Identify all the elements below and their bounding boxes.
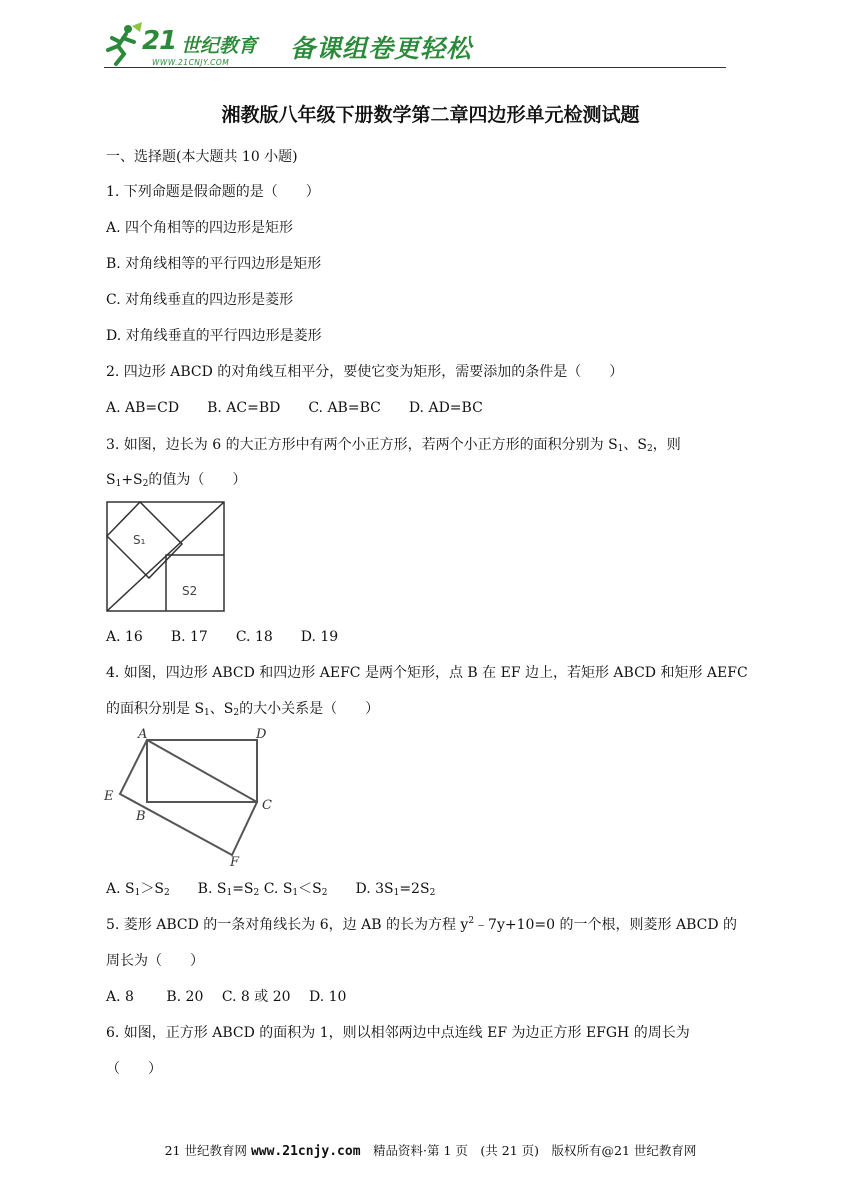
logo-name: 世纪教育 xyxy=(181,35,258,57)
q1-stem: 1. 下列命题是假命题的是（ ） xyxy=(106,184,320,200)
q3-label-s1: S₁ xyxy=(133,533,146,547)
q4-rectangles-figure xyxy=(102,722,282,870)
page-footer: 21 世纪教育网 www.21cnjy.com 精品资料·第 1 页 (共 21 页) 版权所有@21 世纪教育网 xyxy=(164,1143,697,1159)
q4-stem-line2: 的面积分别是 $S_1$、$S_2$的大小关系是（ ） xyxy=(106,701,380,718)
page-header xyxy=(104,22,726,72)
q5-options: A. 8 B. 20 C. 8 或 20 D. 10 xyxy=(106,989,347,1005)
q4-label-e: E xyxy=(104,789,114,804)
q3-label-s2: S2 xyxy=(182,584,198,598)
header-slogan: 备课组卷更轻松 xyxy=(290,34,473,63)
logo-number: 21 xyxy=(142,26,177,56)
q2-options: A. AB=CD B. AC=BD C. AB=BC D. AD=BC xyxy=(106,400,483,416)
q4-label-a: A xyxy=(138,727,148,742)
q5-stem-line2: 周长为（ ） xyxy=(106,953,204,969)
q4-label-d: D xyxy=(256,727,267,742)
q4-label-b: B xyxy=(136,809,146,824)
runner-logo-icon xyxy=(104,22,144,68)
q1-option-b: B. 对角线相等的平行四边形是矩形 xyxy=(106,256,322,272)
q4-stem: 4. 如图，四边形 ABCD 和四边形 AEFC 是两个矩形，点 B 在 EF 边上，若矩形 ABCD 和矩形 AEFC xyxy=(106,665,748,681)
footer-url[interactable]: www.21cnjy.com xyxy=(250,1144,361,1159)
section-heading: 一、选择题(本大题共 10 小题) xyxy=(106,149,298,165)
q3-options: A. 16 B. 17 C. 18 D. 19 xyxy=(106,629,339,645)
q3-stem-line2: $S_1+S_2$的值为（ ） xyxy=(106,472,247,489)
q2-stem: 2. 四边形 ABCD 的对角线互相平分，要使它变为矩形，需要添加的条件是（ ） xyxy=(106,364,624,380)
q6-stem-line2: （ ） xyxy=(106,1061,162,1077)
q4-label-f: F xyxy=(230,855,240,870)
header-divider xyxy=(104,67,726,68)
q1-option-d: D. 对角线垂直的平行四边形是菱形 xyxy=(106,328,322,344)
q5-stem: 5. 菱形 ABCD 的一条对角线长为 6，边 AB 的长为方程 $y^2﹣7y+10=0$ 的一个根，则菱形 ABCD 的 xyxy=(106,916,738,933)
q4-label-c: C xyxy=(262,798,272,813)
q6-stem: 6. 如图，正方形 ABCD 的面积为 1，则以相邻两边中点连线 EF 为边正方形 EFGH 的周长为 xyxy=(106,1025,690,1041)
q1-option-a: A. 四个角相等的四边形是矩形 xyxy=(106,220,294,236)
document-title: 湘教版八年级下册数学第二章四边形单元检测试题 xyxy=(221,104,640,126)
q1-option-c: C. 对角线垂直的四边形是菱形 xyxy=(106,292,294,308)
q4-options: A. $S_1>S_2$ B. $S_1=S_2$ C. $S_1<S_2$ D. $3S_1=2S_2$ xyxy=(106,881,436,898)
q3-squares-figure xyxy=(104,498,228,616)
logo-url: WWW.21CNJY.COM xyxy=(152,58,230,67)
q3-stem: 3. 如图，边长为 6 的大正方形中有两个小正方形，若两个小正方形的面积分别为 $S_1$、$S_2$，则 xyxy=(106,437,681,454)
